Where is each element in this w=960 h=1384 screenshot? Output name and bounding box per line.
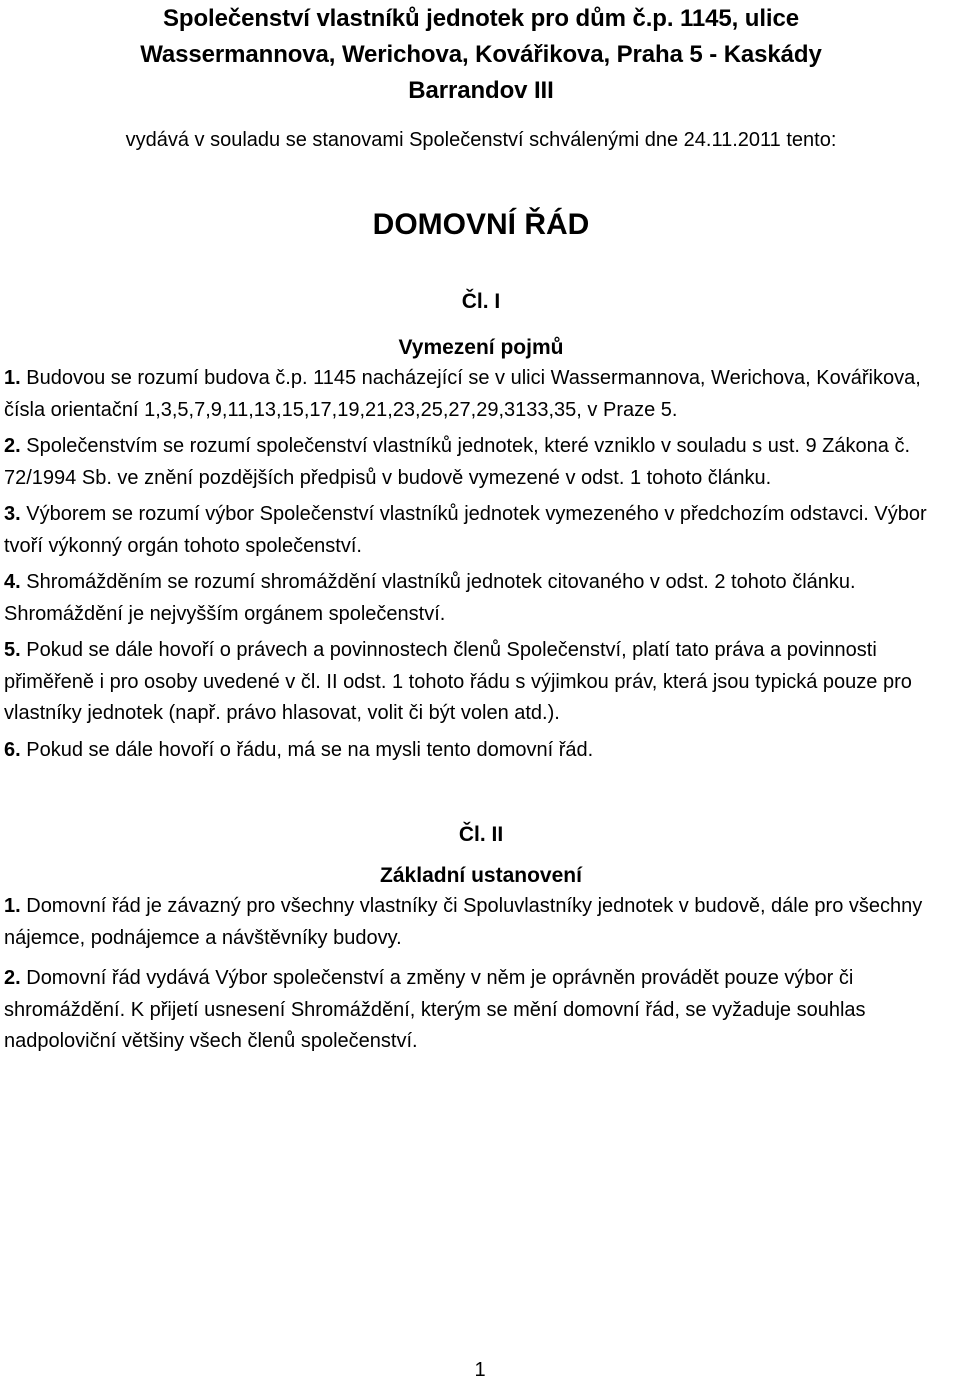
- title-line-3: Barrandov III: [408, 77, 554, 104]
- paragraph-number: 6.: [4, 738, 21, 761]
- paragraph: [4, 735, 958, 767]
- article-number: Čl. II: [458, 823, 504, 846]
- paragraph-text: Společenstvím se rozumí společenství vlastníků jednotek, které vzniklo v souladu s ust. 9 Zákona č. 72/1994 Sb. ve znění pozdějších předpisů v budově vymezené v odst. 1 tohoto článku.: [4, 435, 911, 489]
- paragraph-number: 1.: [4, 367, 21, 389]
- article-2: [4, 820, 958, 1058]
- article-heading: Vymezení pojmů: [398, 336, 564, 359]
- article-number: Čl. I: [461, 290, 501, 313]
- article-1: [4, 287, 958, 766]
- document-header-title: [4, 0, 958, 109]
- paragraph: [4, 891, 958, 954]
- paragraph-number: 2.: [4, 967, 21, 989]
- paragraph: [4, 363, 958, 426]
- page-number: 1: [474, 1359, 486, 1381]
- title-line-2: Wassermannova, Werichova, Kovářikova, Praha 5 - Kaskády: [140, 41, 822, 68]
- paragraph: [4, 567, 958, 630]
- intro-statement: vydává v souladu se stanovami Společenství schválenými dne 24.11.2011 tento:: [125, 129, 837, 151]
- paragraph-text: Budovou se rozumí budova č.p. 1145 nacházející se v ulici Wassermannova, Werichova, Kovářikova, čísla orientační 1,3,5,7,9,11,13,15,17,19,21,23,25,27,29,3133,35, v Praze 5.: [4, 367, 921, 421]
- paragraph-number: 4.: [4, 571, 21, 593]
- paragraph-number: 1.: [4, 895, 21, 917]
- paragraph: [4, 635, 958, 730]
- title-line-1: Společenství vlastníků jednotek pro dům č.p. 1145, ulice: [163, 5, 799, 32]
- paragraph: [4, 431, 958, 494]
- article-paragraphs: [4, 891, 958, 1058]
- article-paragraphs: [4, 363, 958, 766]
- article-heading: Základní ustanovení: [380, 864, 582, 887]
- paragraph-text: Pokud se dále hovoří o právech a povinnostech členů Společenství, platí tato práva a povinnosti přiměřeně i pro osoby uvedené v čl. II odst. 1 tohoto řádu s výjimkou práv, která jsou typická pouze pro vlastníky jednotek (např. právo hlasovat, volit či být volen atd.).: [4, 639, 912, 724]
- paragraph-number: 2.: [4, 435, 21, 457]
- paragraph: [4, 963, 958, 1058]
- paragraph: [4, 499, 958, 562]
- paragraph-text: Výborem se rozumí výbor Společenství vlastníků jednotek vymezeného v předchozím odstavci. Výbor tvoří výkonný orgán tohoto společenství.: [4, 503, 927, 557]
- paragraph-text: Shromážděním se rozumí shromáždění vlastníků jednotek citovaného v odst. 2 tohoto článku. Shromáždění je nejvyšším orgánem společenství.: [4, 571, 856, 625]
- paragraph-text: Domovní řád vydává Výbor společenství a změny v něm je oprávněn provádět pouze výbor či shromáždění. K přijetí usnesení Shromáždění, kterým se mění domovní řád, se vyžaduje souhlas nadpoloviční většiny všech členů společenství.: [4, 967, 866, 1052]
- document-title: DOMOVNÍ ŘÁD: [372, 208, 590, 241]
- paragraph-text: Domovní řád je závazný pro všechny vlastníky či Spoluvlastníky jednotek v budově, dále pro všechny nájemce, podnájemce a návštěvníky budovy.: [4, 895, 923, 949]
- paragraph-number: 5.: [4, 639, 21, 661]
- paragraph-number: 3.: [4, 503, 21, 525]
- paragraph-text: Pokud se dále hovoří o řádu, má se na mysli tento domovní řád.: [20, 738, 594, 761]
